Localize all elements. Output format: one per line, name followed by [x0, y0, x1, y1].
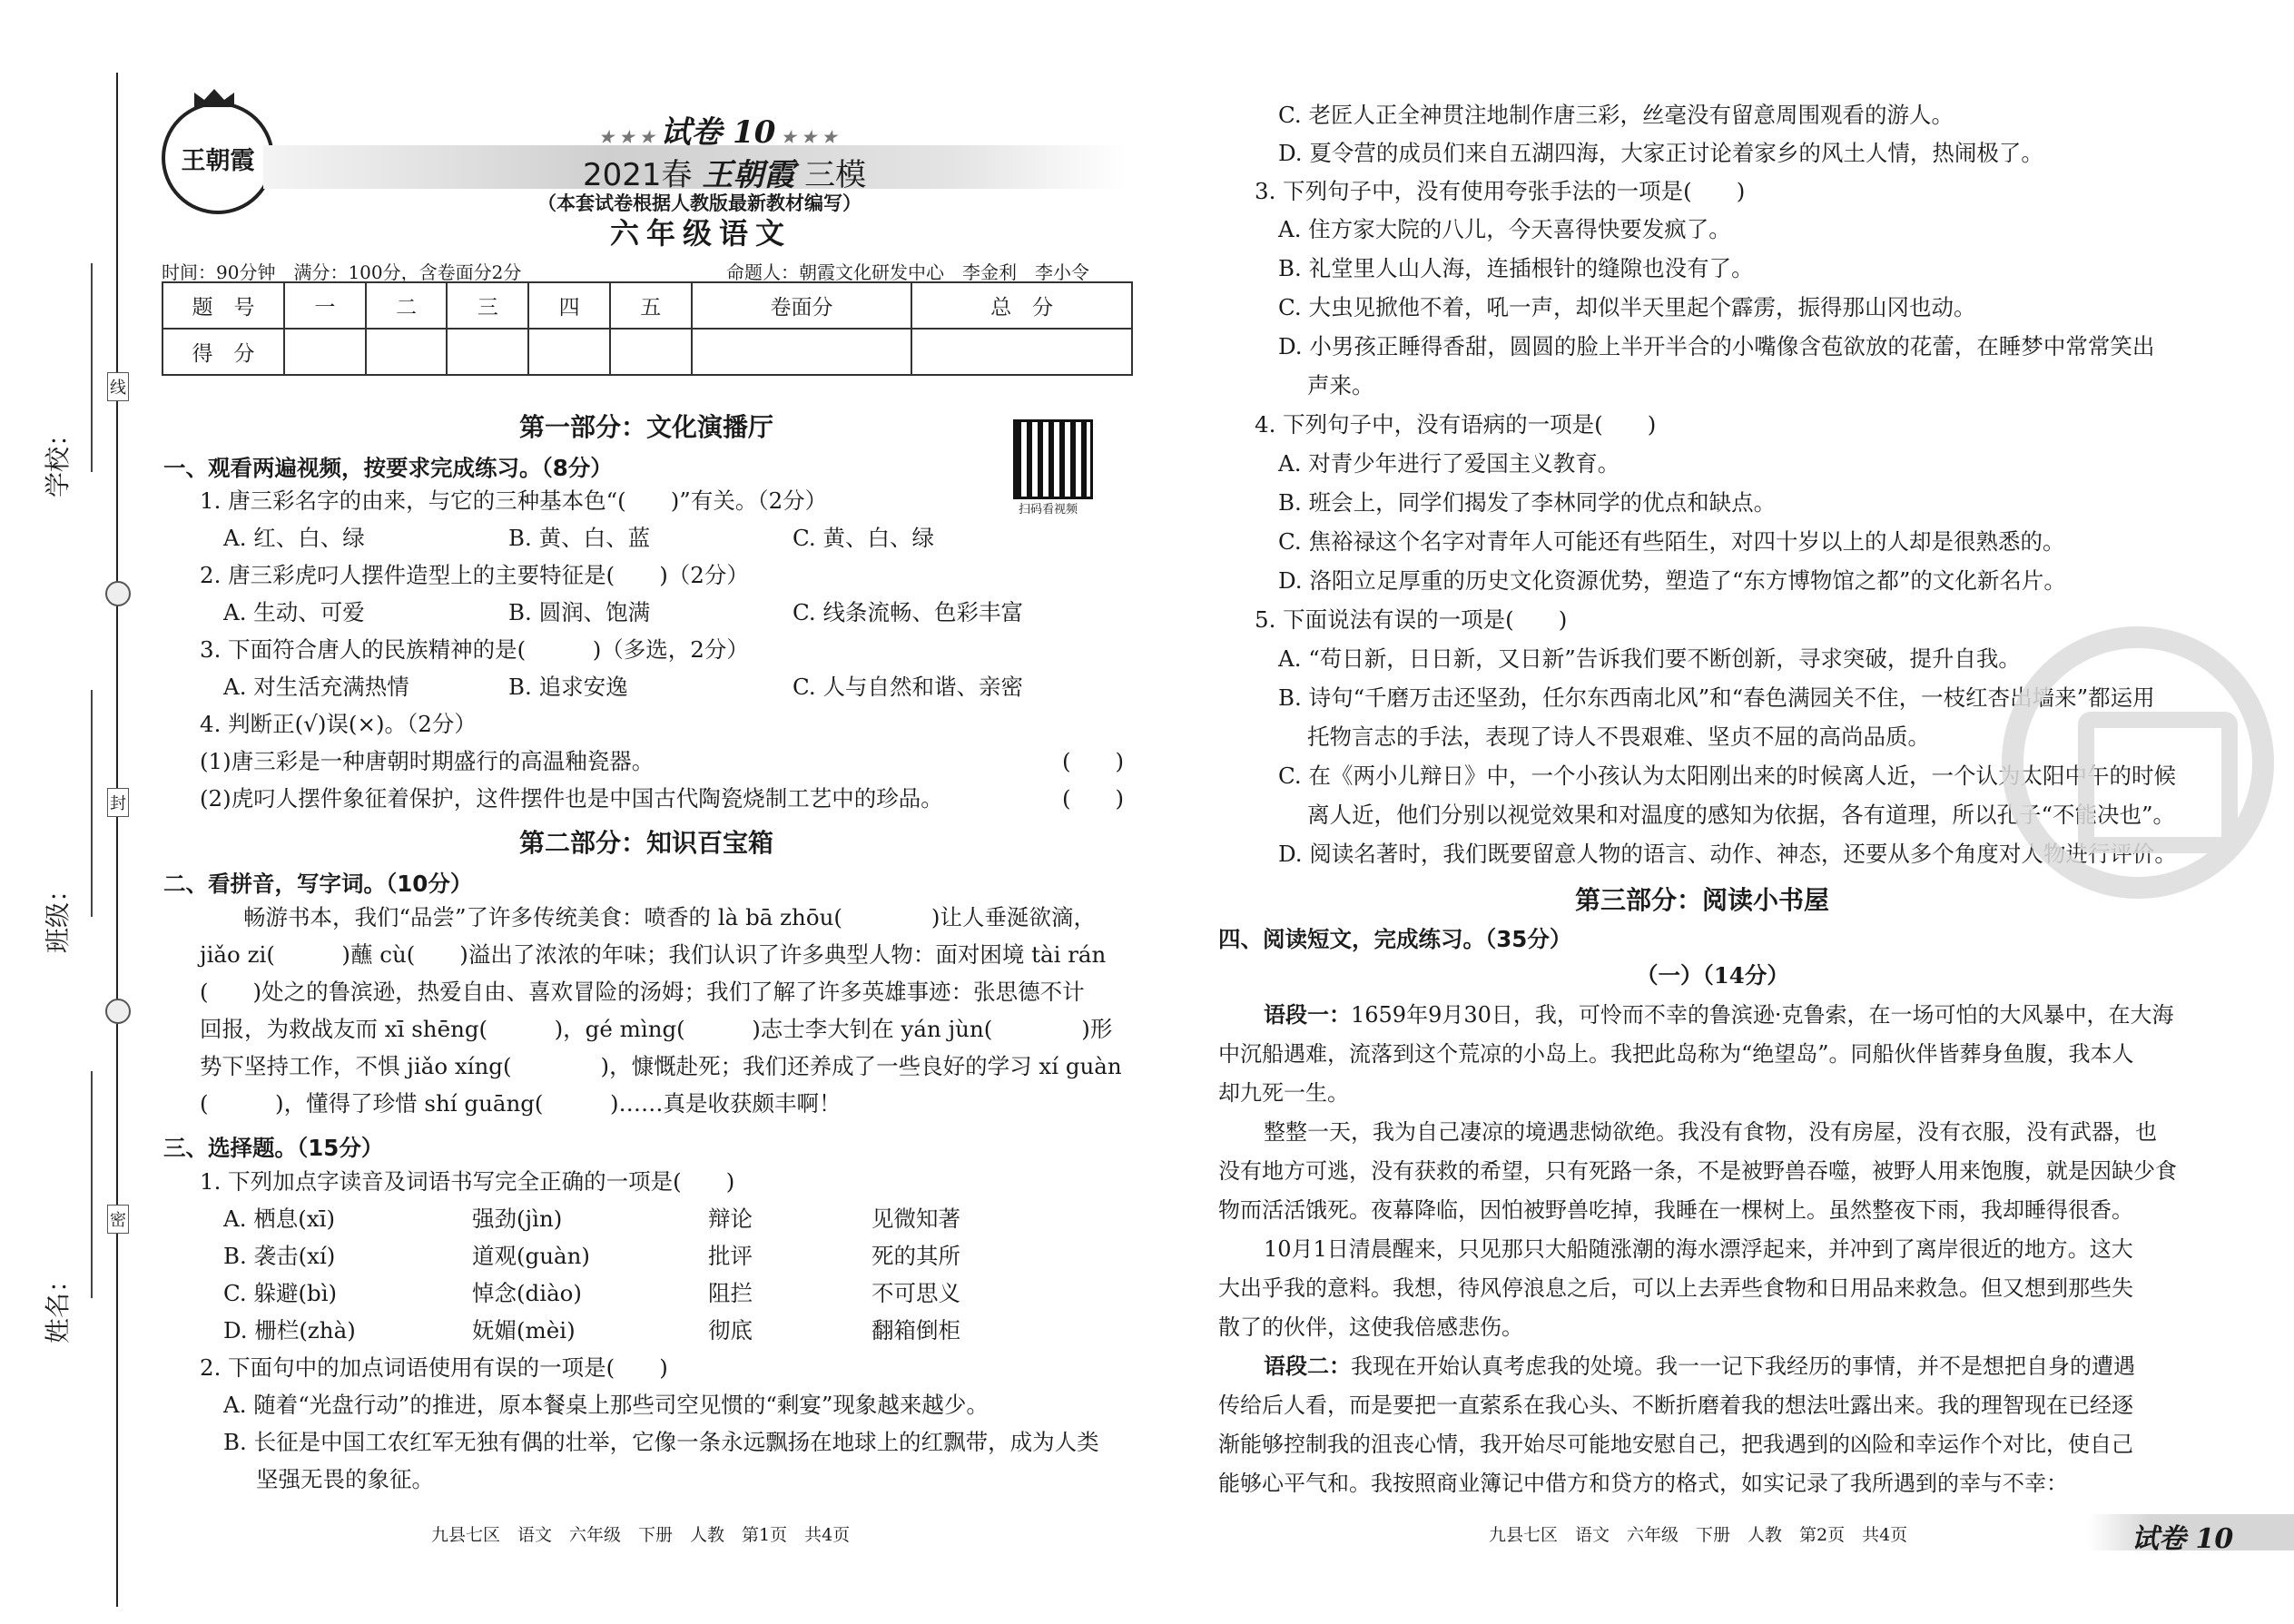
choice-cell: C. 躲避(bì): [223, 1280, 338, 1306]
passage-line: 语段二：我现在开始认真考虑我的处境。我一一记下我经历的事情，并不是想把自身的遭遇: [1264, 1353, 2135, 1379]
part1-title: 第一部分：文化演播厅: [519, 412, 774, 442]
section2-heading: 二、看拼音，写字词。（10分）: [163, 871, 473, 897]
part3-title: 第三部分：阅读小书屋: [1575, 885, 1830, 915]
score-header-cell: 一: [284, 282, 366, 329]
choice-cell: 不可思义: [871, 1280, 960, 1306]
judge-item: (1)唐三彩是一种唐朝时期盛行的高温釉瓷器。: [200, 748, 655, 774]
binding-ornament: [105, 581, 131, 606]
score-header-cell: 卷面分: [692, 282, 912, 329]
section4-heading: 四、阅读短文，完成练习。（35分）: [1218, 926, 1572, 952]
answer-paren[interactable]: ( ): [1062, 748, 1125, 774]
score-header-cell: 三: [447, 282, 528, 329]
choice-cell: 悼念(diào): [472, 1280, 582, 1306]
pinyin-line: ( )，懂得了珍惜 shí guāng( )……真是收获颇丰啊！: [200, 1090, 842, 1117]
score-cell[interactable]: [911, 329, 1132, 375]
score-header-cell: 五: [610, 282, 692, 329]
logo-text: 王朝霞: [181, 146, 255, 175]
question: 1. 下列加点字读音及词语书写完全正确的一项是( ): [200, 1168, 735, 1195]
passage-line: 散了的伙伴，这使我倍感悲伤。: [1218, 1314, 1523, 1340]
class-field[interactable]: [91, 690, 93, 917]
option: B. 长征是中国工农红军无独有偶的壮举，它像一条永远飘扬在地球上的红飘带，成为人类: [223, 1429, 1099, 1455]
option: A. 对生活充满热情: [223, 674, 409, 700]
option: C. 线条流畅、色彩丰富: [793, 599, 1023, 625]
option: C. 人与自然和谐、亲密: [793, 674, 1023, 700]
score-cell[interactable]: [610, 329, 692, 375]
option: C. 焦裕禄这个名字对青年人可能还有些陌生，对四十岁以上的人却是很熟悉的。: [1278, 528, 2065, 555]
score-cell[interactable]: [528, 329, 610, 375]
logo-crown-icon: [194, 89, 234, 107]
score-table: [162, 281, 1133, 376]
footer-tag-label: 试卷 10: [2132, 1523, 2234, 1555]
question: 2. 下面句中的加点词语使用有误的一项是( ): [200, 1354, 668, 1381]
choice-cell: A. 栖息(xī): [223, 1206, 336, 1232]
question: 5. 下面说法有误的一项是( ): [1255, 606, 1568, 633]
option: B. 班会上，同学们揭发了李林同学的优点和缺点。: [1278, 489, 1777, 516]
name-label: 姓名：: [43, 1266, 73, 1343]
stars-right-icon: ★ ★ ★: [775, 128, 837, 147]
qr-code-icon[interactable]: [1013, 419, 1093, 499]
passage-line: 语段一：1659年9月30日，我，可怜而不幸的鲁滨逊·克鲁索，在一场可怕的大风暴中，在大海: [1264, 1002, 2174, 1028]
section3-heading: 三、选择题。（15分）: [163, 1135, 384, 1161]
score-cell[interactable]: [284, 329, 366, 375]
question: 3. 下面符合唐人的民族精神的是( )（多选，2分）: [200, 636, 749, 663]
choice-cell: 彻底: [708, 1317, 753, 1343]
choice-cell: 翻箱倒柜: [871, 1317, 960, 1343]
score-row-label: 得 分: [162, 329, 284, 375]
option: B. 圆润、饱满: [508, 599, 651, 625]
footer-left: 九县七区 语文 六年级 下册 人教 第1页 共4页: [431, 1525, 851, 1545]
score-cell[interactable]: [447, 329, 528, 375]
choice-cell: D. 栅栏(zhà): [223, 1317, 356, 1343]
authors: 命题人：朝霞文化研发中心 李金利 李小令: [726, 261, 1089, 283]
seal-char-xian: 线: [107, 372, 129, 401]
option: B. 追求安逸: [508, 674, 628, 700]
option: A. 红、白、绿: [223, 525, 365, 551]
option: A. 生动、可爱: [223, 599, 365, 625]
choice-cell: 道观(guàn): [472, 1243, 590, 1269]
score-cell[interactable]: [366, 329, 448, 375]
choice-cell: 见微知著: [871, 1206, 960, 1232]
passage-line: 传给后人看，而是要把一直萦系在我心头、不断折磨着我的想法吐露出来。我的理智现在已经逐: [1218, 1393, 2133, 1418]
exam-number: ★ ★ ★ 试卷 10 ★ ★ ★: [599, 114, 837, 151]
option: D. 小男孩正睡得香甜，圆圆的脸上半开半合的小嘴像含苞欲放的花蕾，在睡梦中常常笑出: [1278, 333, 2155, 359]
choice-cell: 妩媚(mèi): [472, 1317, 576, 1343]
option: C. 大虫见掀他不着，吼一声，却似半天里起个霹雳，振得那山冈也动。: [1278, 294, 1976, 320]
choice-cell: 死的其所: [871, 1243, 960, 1269]
pinyin-line: 回报，为救战友而 xī shēng( )，gé mìng( )志士李大钊在 yán jùn( )形: [200, 1016, 1113, 1042]
choice-cell: 辩论: [708, 1206, 753, 1232]
time-info: 时间：90分钟 满分：100分，含卷面分2分: [162, 261, 522, 283]
score-header-cell: 二: [366, 282, 448, 329]
passage-number: （一）（14分）: [1636, 962, 1789, 989]
pinyin-line: 势下坚持工作，不惧 jiǎo xíng( )，慷慨赴死；我们还养成了一些良好的学习 xí guàn: [200, 1053, 1122, 1079]
passage-line: 没有地方可逃，没有获救的希望，只有死路一条，不是被野兽吞噬，被野人用来饱腹，就是因缺少食: [1218, 1158, 2177, 1184]
score-table-header-row: [162, 282, 1132, 329]
option: A. 住方家大院的八儿，今天喜得快要发疯了。: [1278, 216, 1731, 242]
option: C. 黄、白、绿: [793, 525, 934, 551]
score-header-cell: 题 号: [162, 282, 284, 329]
passage-line: 大出乎我的意料。我想，待风停浪息之后，可以上去弄些食物和日用品来救急。但又想到那些失: [1218, 1275, 2133, 1301]
watermark-stamp-icon: [2002, 626, 2274, 899]
passage-line: 物而活活饿死。夜幕降临，因怕被野兽吃掉，我睡在一棵树上。虽然整夜下雨，我却睡得很香。: [1218, 1197, 2133, 1223]
option-continued: 离人近，他们分别以视觉效果和对温度的感知为依据，各有道理，所以孔子“不能决也”。: [1307, 802, 2176, 828]
school-label: 学校：: [43, 420, 73, 497]
score-header-cell: 四: [528, 282, 610, 329]
passage-line: 却九死一生。: [1218, 1080, 1349, 1106]
judge-item: (2)虎叼人摆件象征着保护，这件摆件也是中国古代陶瓷烧制工艺中的珍品。: [200, 785, 943, 812]
qr-caption: 扫码看视频: [1019, 503, 1078, 517]
exam-note: （本套试卷根据人教版最新教材编写）: [537, 192, 861, 214]
part2-title: 第二部分：知识百宝箱: [519, 828, 774, 858]
passage-label: 语段一：: [1264, 1002, 1351, 1028]
option: A. “苟日新，日日新，又日新”告诉我们要不断创新，寻求突破，提升自我。: [1278, 645, 2021, 672]
option: B. 黄、白、蓝: [508, 525, 651, 551]
question: 4. 下列句子中，没有语病的一项是( ): [1255, 411, 1657, 438]
brand-script: 王朝霞: [702, 157, 795, 193]
class-label: 班级：: [43, 876, 73, 953]
question: 3. 下列句子中，没有使用夸张手法的一项是( ): [1255, 178, 1746, 204]
choice-cell: 批评: [708, 1243, 753, 1269]
question: 4. 判断正(√)误(×)。（2分）: [200, 711, 477, 737]
score-table-score-row: [162, 329, 1132, 375]
exam-title: 2021春 王朝霞 三模: [583, 157, 867, 193]
binding-line: [116, 73, 118, 1607]
section1-heading: 一、观看两遍视频，按要求完成练习。（8分）: [163, 455, 613, 481]
footer-right: 九县七区 语文 六年级 下册 人教 第2页 共4页: [1489, 1525, 1908, 1545]
score-cell[interactable]: [692, 329, 912, 375]
option-continued: 坚强无畏的象征。: [256, 1466, 434, 1492]
option: B. 诗句“千磨万击还坚劲，任尔东西南北风”和“春色满园关不住，一枝红杏出墙来”都运用: [1278, 684, 2155, 711]
passage-line: 整整一天，我为自己凄凉的境遇悲恸欲绝。我没有食物，没有房屋，没有衣服，没有武器，也: [1264, 1119, 2157, 1145]
option-continued: 声来。: [1307, 372, 1374, 399]
score-header-cell: 总 分: [911, 282, 1132, 329]
seal-char-feng: 封: [107, 788, 129, 817]
answer-paren[interactable]: ( ): [1062, 785, 1125, 812]
option: A. 对青少年进行了爱国主义教育。: [1278, 450, 1620, 477]
choice-cell: B. 袭击(xí): [223, 1243, 336, 1269]
pinyin-line: ( )处之的鲁滨逊，热爱自由、喜欢冒险的汤姆；我们了解了许多英雄事迹：张思德不计: [200, 979, 1085, 1005]
passage-line: 渐能够控制我的沮丧心情，我开始尽可能地安慰自己，把我遇到的凶险和幸运作个对比，使自己: [1218, 1432, 2133, 1457]
passage-line: 能够心平气和。我按照商业簿记中借方和贷方的格式，如实记录了我所遇到的幸与不幸：: [1218, 1471, 2068, 1496]
option: C. 老匠人正全神贯注地制作唐三彩，丝毫没有留意周围观看的游人。: [1278, 102, 1954, 128]
seal-char-mi: 密: [107, 1205, 129, 1234]
option: D. 洛阳立足厚重的历史文化资源优势，塑造了“东方博物馆之都”的文化新名片。: [1278, 567, 2066, 594]
choice-cell: 强劲(jìn): [472, 1206, 563, 1232]
pinyin-line: jiǎo zi( )蘸 cù( )溢出了浓浓的年味；我们认识了许多典型人物：面对困境 tài rán: [200, 941, 1107, 968]
option-continued: 托物言志的手法，表现了诗人不畏艰难、坚贞不屈的高尚品质。: [1307, 723, 1930, 750]
option: A. 随着“光盘行动”的推进，原本餐桌上那些司空见惯的“剩宴”现象越来越少。: [223, 1392, 989, 1418]
option: D. 阅读名著时，我们既要留意人物的语言、动作、神态，还要从多个角度对人物进行评价。: [1278, 841, 2177, 867]
binding-ornament: [105, 999, 131, 1024]
name-field[interactable]: [91, 1071, 93, 1298]
choice-cell: 阻拦: [708, 1280, 753, 1306]
option: B. 礼堂里人山人海，连插根针的缝隙也没有了。: [1278, 255, 1754, 281]
stars-left-icon: ★ ★ ★: [599, 128, 661, 147]
pinyin-line: 畅游书本，我们“品尝”了许多传统美食：喷香的 là bā zhōu( )让人垂涎欲滴，: [243, 904, 1096, 930]
question: 2. 唐三彩虎叼人摆件造型上的主要特征是( )（2分）: [200, 562, 749, 588]
subject-title: 六年级语文: [610, 216, 793, 251]
option: C. 在《两小儿辩日》中，一个小孩认为太阳刚出来的时候离人近，一个认为太阳中午的时候: [1278, 763, 2176, 789]
logo: [162, 102, 274, 214]
passage-line: 中沉船遇难，流落到这个荒凉的小岛上。我把此岛称为“绝望岛”。同船伙伴皆葬身鱼腹，我本人: [1218, 1041, 2134, 1067]
question: 1. 唐三彩名字的由来，与它的三种基本色“( )”有关。（2分）: [200, 487, 828, 514]
option: D. 夏令营的成员们来自五湖四海，大家正讨论着家乡的风土人情，热闹极了。: [1278, 140, 2043, 166]
school-field[interactable]: [91, 263, 93, 472]
passage-label: 语段二：: [1264, 1353, 1351, 1379]
passage-line: 10月1日清晨醒来，只见那只大船随涨潮的海水漂浮起来，并冲到了离岸很近的地方。这大: [1264, 1236, 2133, 1262]
